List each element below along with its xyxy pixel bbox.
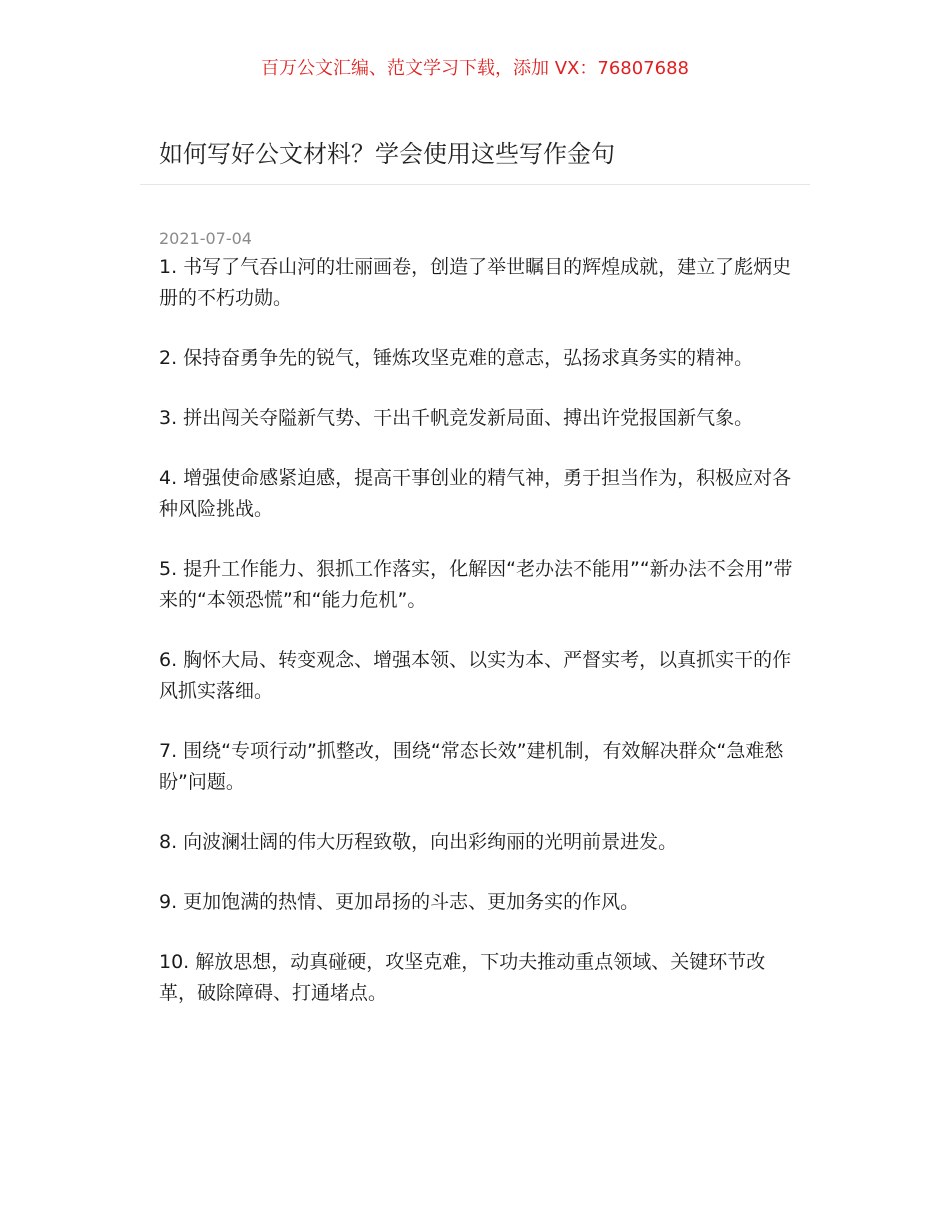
- publish-date: 2021-07-04: [159, 229, 252, 248]
- list-item: 3. 拼出闯关夺隘新气势、干出千帆竞发新局面、搏出许党报国新气象。: [159, 407, 754, 429]
- article-body: [159, 252, 799, 1038]
- list-item: 1. 书写了气吞山河的壮丽画卷，创造了举世瞩目的辉煌成就，建立了彪炳史册的不朽功勋。: [159, 256, 792, 309]
- list-item: 8. 向波澜壮阔的伟大历程致敬，向出彩绚丽的光明前景进发。: [159, 831, 678, 853]
- list-item: 6. 胸怀大局、转变观念、增强本领、以实为本、严督实考，以真抓实干的作风抓实落细。: [159, 649, 792, 702]
- list-item: 7. 围绕“专项行动”抓整改，围绕“常态长效”建机制，有效解决群众“急难愁盼”问题。: [159, 740, 784, 793]
- title-divider: [140, 184, 810, 185]
- list-item: 2. 保持奋勇争先的锐气，锤炼攻坚克难的意志，弘扬求真务实的精神。: [159, 347, 754, 369]
- article-header: [159, 136, 799, 172]
- article-title: 如何写好公文材料？学会使用这些写作金句: [159, 140, 615, 168]
- list-item: 10. 解放思想，动真碰硬，攻坚克难，下功夫推动重点领域、关键环节改革，破除障碍、打通堵点。: [159, 951, 766, 1004]
- list-item: 5. 提升工作能力、狠抓工作落实，化解因“老办法不能用”“新办法不会用”带来的“本领恐慌”和“能力危机”。: [159, 558, 793, 611]
- list-item: 4. 增强使命感紧迫感，提高干事创业的精气神，勇于担当作为，积极应对各种风险挑战。: [159, 467, 792, 520]
- list-item: 9. 更加饱满的热情、更加昂扬的斗志、更加务实的作风。: [159, 891, 640, 913]
- promo-banner: 百万公文汇编、范文学习下载，添加 VX：76807688: [261, 58, 689, 79]
